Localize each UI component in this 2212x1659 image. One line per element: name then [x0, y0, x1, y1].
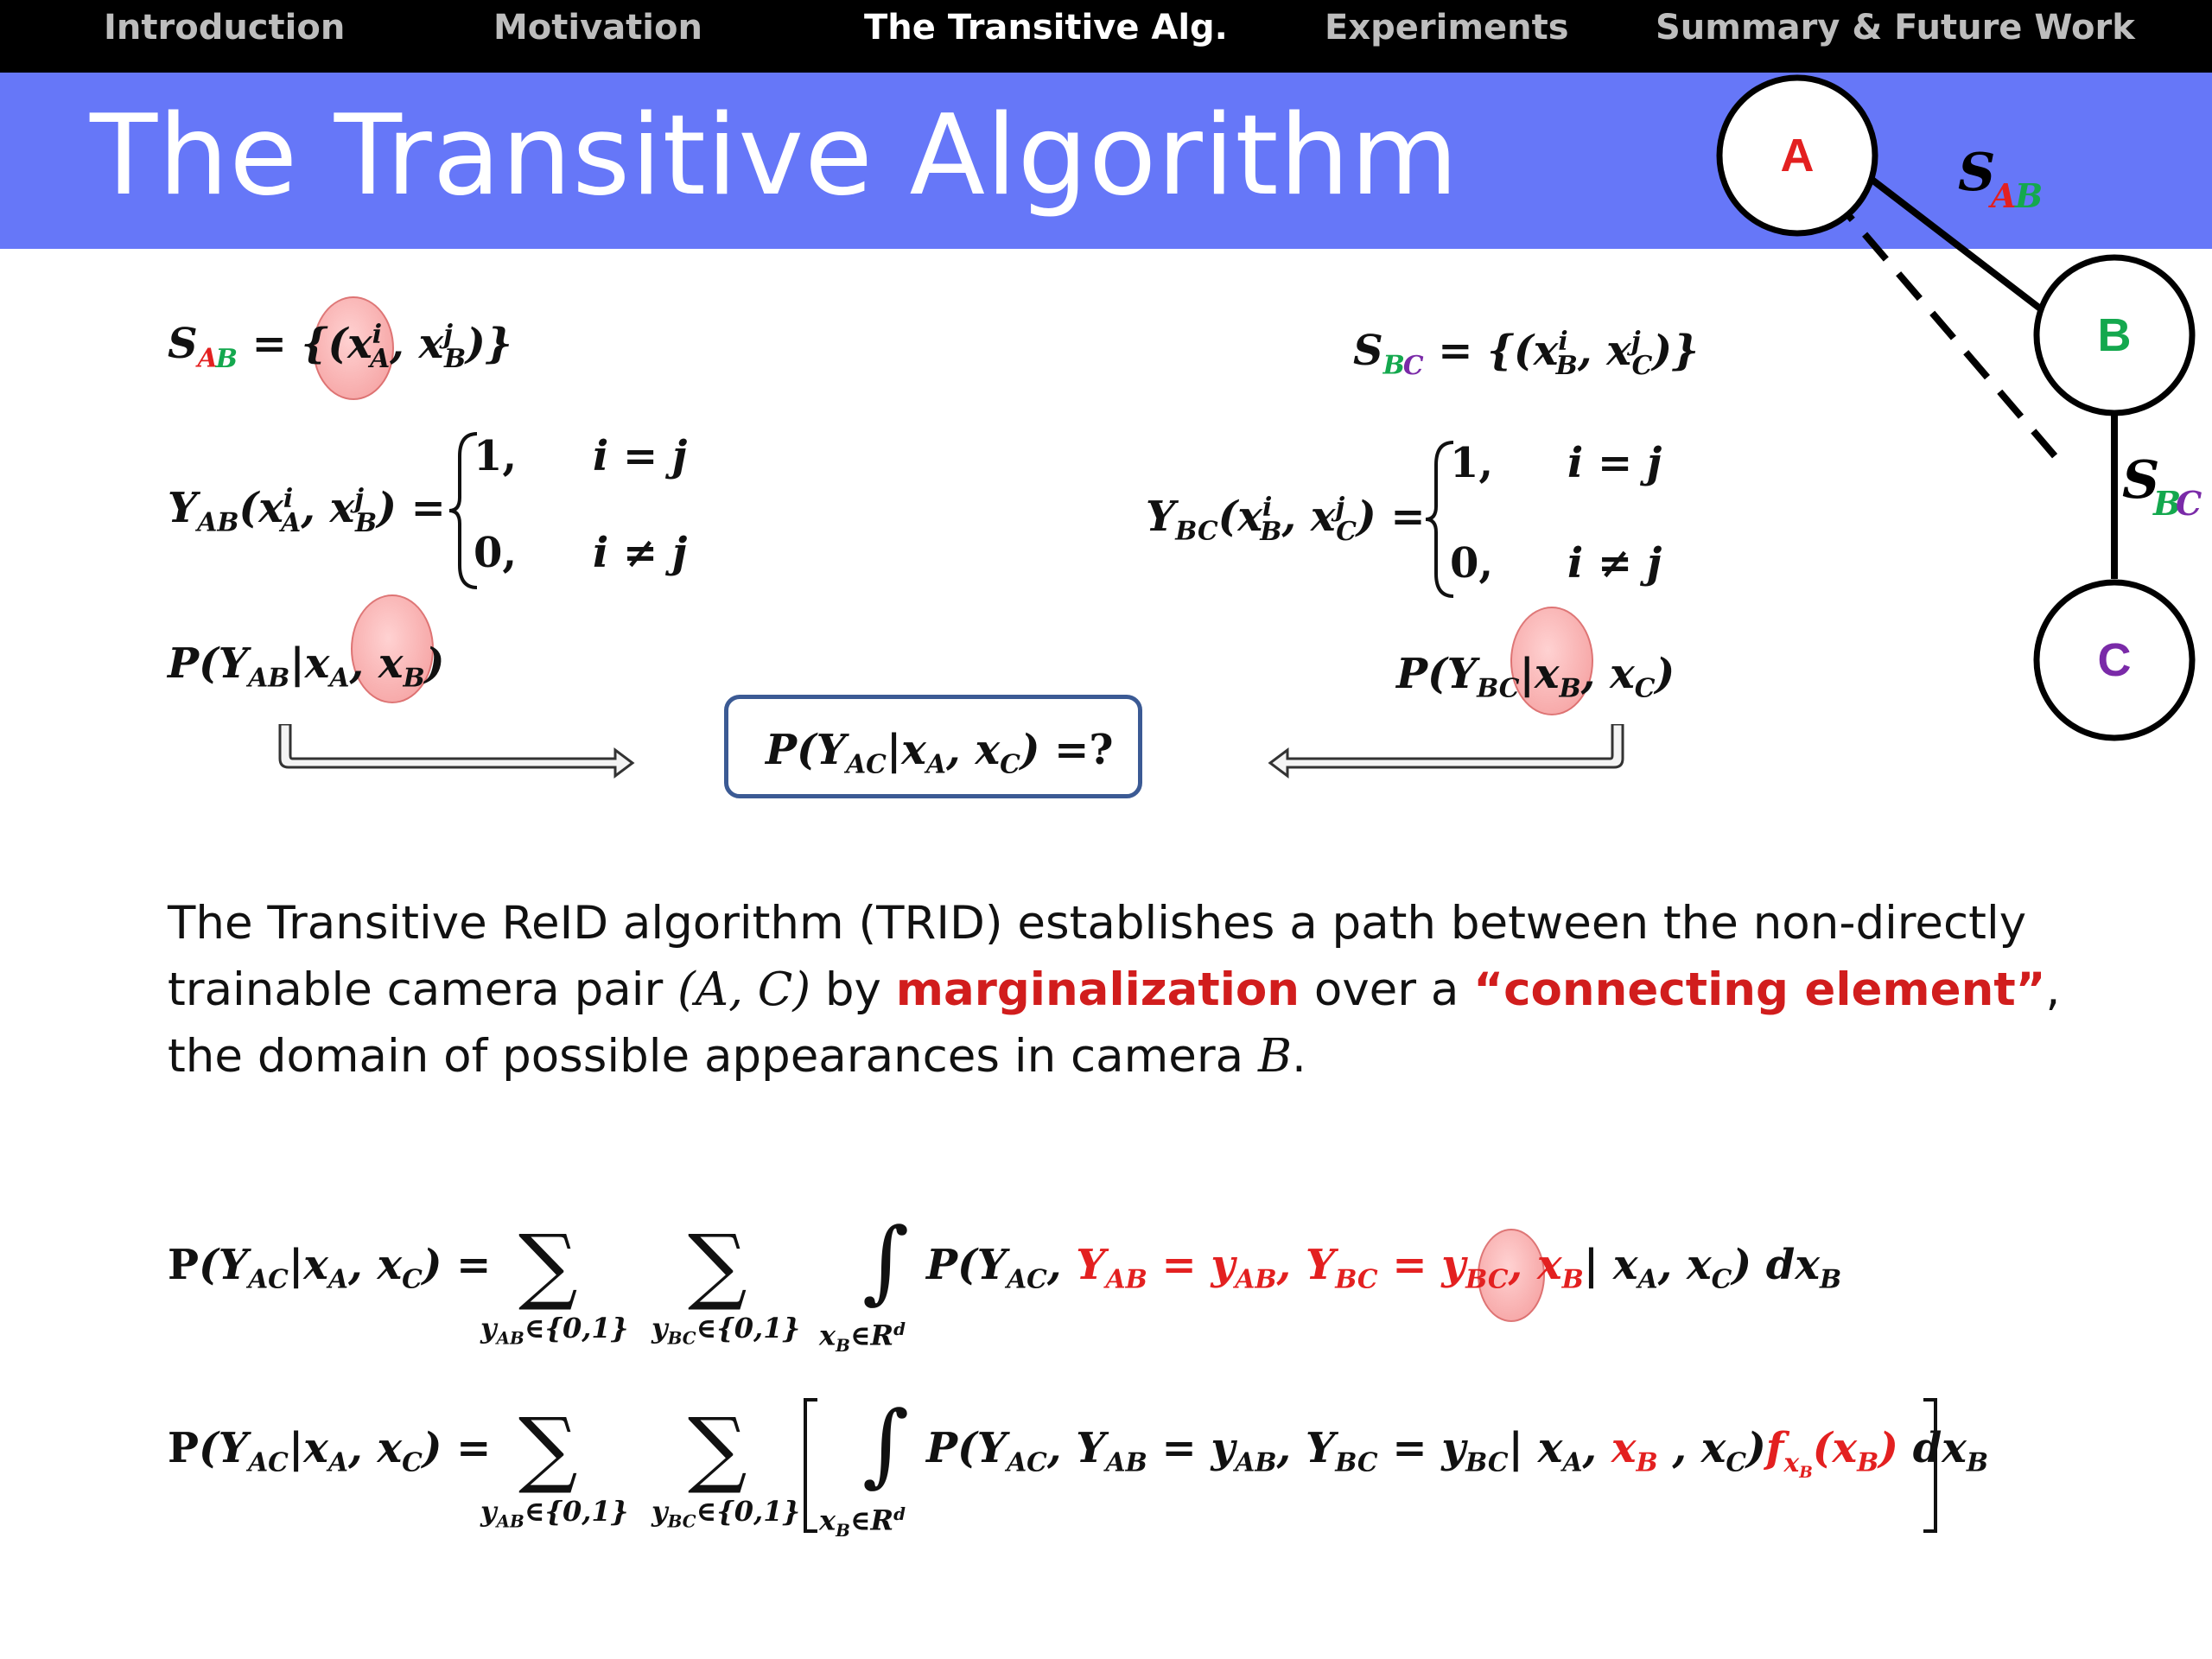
paragraph-part2: by: [810, 963, 896, 1016]
formula-marg2-rhs: $P(Y_{AC}$, $Y_{AB} = y_{AB}$, $Y_{BC} = y_{BC}|$ $x_A$, $x_B$ , $x_C)f_{x_B}(x_B)$ $dx_B$: [926, 1424, 1989, 1482]
paragraph-emph-marginalization: marginalization: [895, 963, 1300, 1016]
camera-graph: [1694, 60, 2212, 752]
svg-text:A: A: [1991, 176, 2017, 215]
case-bc-1-cond: i = j: [1567, 439, 1662, 487]
query-formula: $P(Y_{AC}|x_A$, $x_C$) =?: [766, 726, 1114, 780]
bracket-left: [800, 1396, 821, 1535]
edge-label-s-bc: [2122, 450, 2202, 523]
arrow-right-to-query: [1267, 724, 1630, 781]
nav-item-experiments[interactable]: Experiments: [1325, 8, 1569, 48]
nav-item-introduction[interactable]: Introduction: [104, 8, 346, 48]
sum-symbol-2a: ∑: [518, 1400, 578, 1497]
integral-range-1: $x_B\in R^d$: [819, 1319, 906, 1357]
nav-item-summary[interactable]: Summary & Future Work: [1656, 8, 2135, 48]
paragraph-part4: , the domain of possible appearances in camera: [168, 963, 2061, 1083]
sum-range-1b: $y_{BC}\in\{0,1\}$: [652, 1312, 801, 1349]
paragraph-part5: .: [1291, 1030, 1306, 1083]
sum-symbol-1a: ∑: [518, 1217, 578, 1313]
node-c-label: C: [2097, 634, 2132, 686]
nav-item-transitive-alg[interactable]: The Transitive Alg.: [864, 8, 1228, 48]
paragraph-camera: B: [1258, 1030, 1292, 1083]
paragraph-part3: over a: [1300, 963, 1474, 1016]
paragraph-part1: The Transitive ReID algorithm (TRID) establishes a path between the non-directly trainable camera pair: [168, 897, 2027, 1016]
slide-title: The Transitive Algorithm: [90, 92, 1459, 220]
edge-label-s-ab: [1958, 143, 2043, 215]
formula-s-ab: $S_{AB} = \{(x^i_A$, $x^j_B$)}: [168, 320, 512, 374]
arrow-left-to-query: [273, 724, 636, 781]
formula-y-bc-lhs: $Y_{BC}(x^i_B$, $x^j_C$) =: [1146, 493, 1426, 547]
formula-p-ab: $P(Y_{AB}|x_A$, $x_B$): [168, 639, 445, 694]
integral-range-2: $x_B\in R^d$: [819, 1503, 906, 1541]
sum-range-2a: $y_{AB}\in\{0,1\}$: [480, 1495, 629, 1532]
formula-marg1-lhs: $P(Y_{AC}|x_A$, $x_C$) =: [168, 1241, 492, 1295]
integral-symbol-2: ∫: [862, 1391, 910, 1497]
sum-range-1a: $y_{AB}\in\{0,1\}$: [480, 1312, 629, 1349]
sum-range-2b: $y_{BC}\in\{0,1\}$: [652, 1495, 801, 1532]
node-b-label: B: [2097, 309, 2132, 361]
nav-item-motivation[interactable]: Motivation: [493, 8, 702, 48]
case-bc-0-cond: i ≠ j: [1567, 539, 1662, 588]
case-ab-0-cond: i ≠ j: [593, 529, 688, 577]
svg-text:B: B: [2153, 484, 2182, 523]
case-ab-1: 1,: [474, 432, 518, 480]
formula-y-ab-lhs: $Y_{AB}(x^i_A$, $x^j_B$) =: [168, 484, 446, 538]
svg-text:S: S: [2122, 450, 2160, 511]
sum-symbol-1b: ∑: [688, 1217, 747, 1313]
svg-text:C: C: [2176, 484, 2202, 523]
paragraph-pair: (A, C): [677, 963, 811, 1016]
paragraph-emph-connecting-element: “connecting element”: [1473, 963, 2046, 1016]
bracket-right: [1920, 1396, 1941, 1535]
formula-p-bc: $P(Y_{BC}|x_B$, $x_C$): [1396, 650, 1675, 704]
description-paragraph: [168, 890, 2069, 1090]
svg-text:S: S: [1958, 143, 1996, 203]
case-bc-1: 1,: [1450, 439, 1494, 487]
formula-marg2-lhs: $P(Y_{AC}|x_A$, $x_C$) =: [168, 1424, 492, 1478]
case-bc-0: 0,: [1450, 539, 1494, 588]
node-a-label: A: [1780, 130, 1815, 181]
formula-s-bc: $S_{BC} = \{(x^i_B$, $x^j_C$)}: [1353, 327, 1699, 381]
case-ab-0: 0,: [474, 529, 518, 577]
case-ab-1-cond: i = j: [593, 432, 688, 480]
sum-symbol-2b: ∑: [688, 1400, 747, 1497]
integral-symbol-1: ∫: [862, 1208, 910, 1313]
svg-text:B: B: [2015, 176, 2044, 215]
formula-marg1-rhs: $P(Y_{AC}$, $Y_{AB} = y_{AB}$, $Y_{BC} = y_{BC}$, $x_B|$ $x_A$, $x_C$) $dx_B$: [926, 1241, 1842, 1295]
